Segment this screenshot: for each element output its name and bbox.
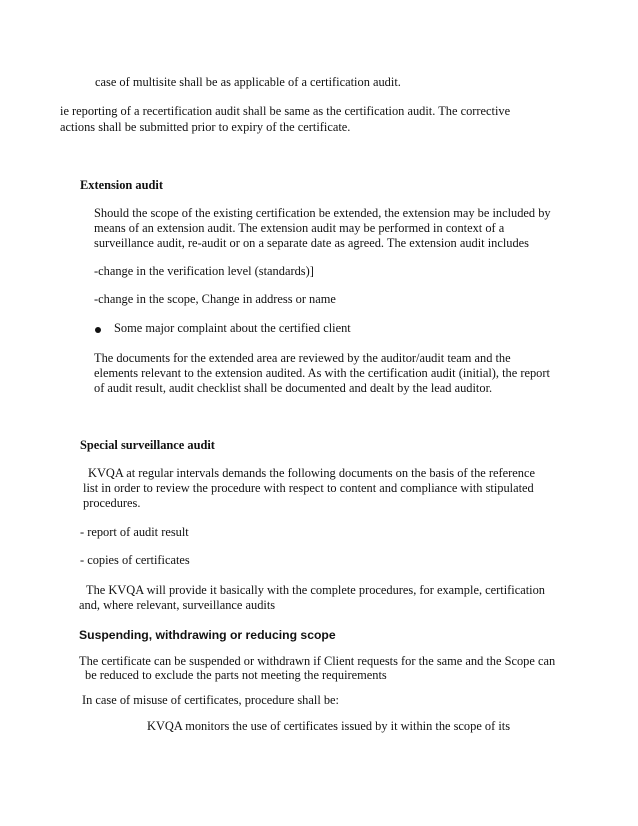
extension-para2-line2: elements relevant to the extension audited. As with the certification audit (initial), the report [94, 366, 550, 380]
extension-para1-line3: surveillance audit, re-audit or on a separate date as agreed. The extension audit includes [94, 236, 529, 250]
suspending-para3: KVQA monitors the use of certificates issued by it within the scope of its [147, 719, 511, 733]
recertification-line-1: ie reporting of a recertification audit shall be same as the certification audit. The corrective [60, 104, 511, 118]
special-surveillance-heading: Special surveillance audit [80, 438, 215, 452]
extension-bullet-complaint: Some major complaint about the certified client [114, 321, 351, 335]
extension-para1-line2: means of an extension audit. The extension audit may be performed in context of a [94, 221, 505, 235]
suspending-para2: In case of misuse of certificates, procedure shall be: [82, 693, 339, 707]
surveillance-para1-line2: list in order to review the procedure with respect to content and compliance with stipulated [83, 481, 534, 495]
bullet-icon [95, 327, 101, 333]
multisite-line: case of multisite shall be as applicable of a certification audit. [95, 75, 401, 89]
surveillance-para2-line1: The KVQA will provide it basically with the complete procedures, for example, certification [86, 583, 545, 597]
surveillance-para1-line3: procedures. [83, 496, 141, 510]
extension-para1-line1: Should the scope of the existing certification be extended, the extension may be included by [94, 206, 551, 220]
surveillance-para1-line1: KVQA at regular intervals demands the following documents on the basis of the reference [88, 466, 535, 480]
suspending-para1-line1: The certificate can be suspended or withdrawn if Client requests for the same and the Scope can [79, 654, 556, 668]
suspending-heading: Suspending, withdrawing or reducing scope [79, 628, 336, 642]
extension-item-scope: -change in the scope, Change in address or name [94, 292, 336, 306]
extension-item-verification: -change in the verification level (standards)] [94, 264, 314, 278]
recertification-line-2: actions shall be submitted prior to expiry of the certificate. [60, 120, 351, 134]
surveillance-para2-line2: and, where relevant, surveillance audits [79, 598, 276, 612]
suspending-para1-line2: be reduced to exclude the parts not meeting the requirements [85, 668, 387, 682]
surveillance-item-copies: - copies of certificates [80, 553, 190, 567]
extension-audit-heading: Extension audit [80, 178, 163, 192]
extension-para2-line3: of audit result, audit checklist shall be documented and dealt by the lead auditor. [94, 381, 493, 395]
surveillance-item-report: - report of audit result [80, 525, 189, 539]
extension-para2-line1: The documents for the extended area are reviewed by the auditor/audit team and the [94, 351, 511, 365]
